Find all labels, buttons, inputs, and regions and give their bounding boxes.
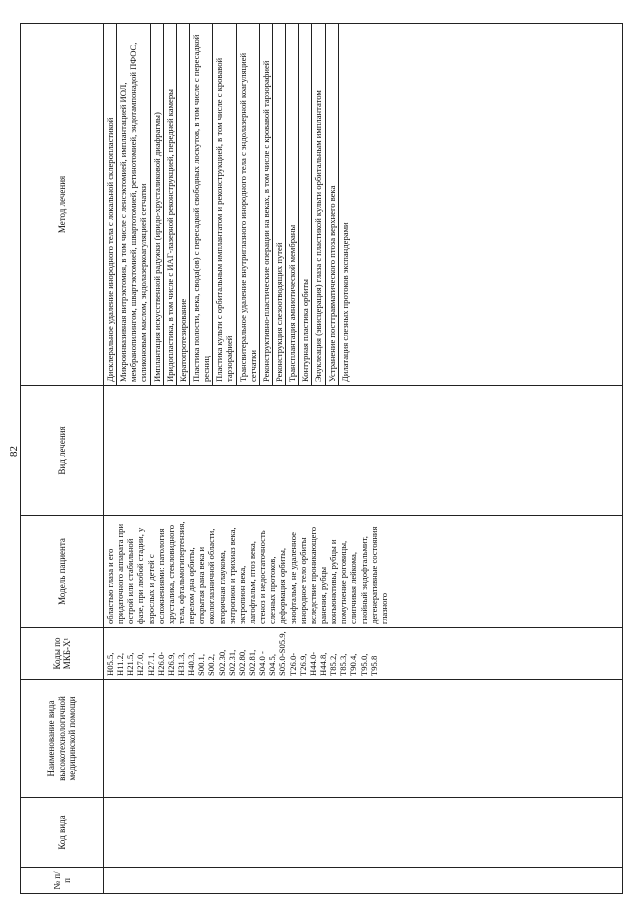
mkb-code: H27.1, [145,652,156,676]
mkb-code: T85.3, [338,653,349,676]
table-row [104,24,623,894]
cell-model: областью глаза и его придаточного аппарата при острой или стабильной фазе, при любой стадии, у взрослых и детей с осложнениями: патология хрусталика, стекловидного тела, офтальмогипертензия, перелом дна орбиты, открытая рана века и окологлазничной области, вторичная глаукома, энтропион и трихиаз века, эктропион века, лагофтальм, птоз века, стеноз и недостаточность слезных протоков, деформация орбиты, энофтальм, не удаленное инородное тело орбиты вследствие проникающего ранения, рубцы конъюнктивы, рубцы и помутнение роговицы, слипчивая лейкома, гнойный эндофтальмит, дегенеративные состояния глазного [104,516,623,628]
method-item: Контурная пластика орбиты [299,24,312,385]
mkb-code: S00.2, [206,654,217,676]
cell-mkb [104,628,623,680]
header-type: Вид лечения [21,386,104,516]
mkb-code: H26.0- [155,651,166,676]
method-item: Пластика культи с орбитальным имплантатом и реконструкцией, в том числе с кровавой тарзорафией [213,24,236,385]
method-item: Пластика полости, века, свода(ов) с пересадкой свободных лоскутов, в том числе с пересадкой ресниц [190,24,213,385]
mkb-code: T26.0- [287,652,298,676]
header-mkb: Коды по МКБ-X¹ [21,628,104,680]
method-item: Дилатация слезных протоков экспандерами [339,222,350,382]
mkb-code: H11.2, [115,652,126,676]
mkb-code: S04.5, [267,654,278,676]
method-item: Микроинвазивная витрэктомия, в том числе с ленсэктомией, имплантацией ИОЛ, мембранопилингом, швартэктомией, швартотомией, ретинотомией, эндотампонадой ПФОС, силиконовым маслом, эндолазеркоагуляцией сетчатки [117,24,150,385]
mkb-code: S04.0 - [257,651,268,676]
mkb-code: T26.9, [297,653,308,676]
mkb-code: H05.5, [105,652,115,676]
rotated-table-wrapper [20,24,623,894]
mkb-code: T85.2, [328,653,339,676]
cell-name [104,680,623,798]
mkb-code: S00.1, [196,654,207,676]
header-method: Метод лечения [21,24,104,386]
page-number: 82 [8,446,20,457]
mkb-code: T95.8 [368,655,379,676]
mkb-code: S02.30, [216,649,227,676]
method-item: Устранение посттравматического птоза верхнего века [326,24,339,385]
method-item: Трансвитеральное удаление внутриглазного инородного тела с эндолазерной коагуляцией сетчатки [237,24,260,385]
method-item: Имплантация искусственной радужки (иридо-хрусталиковой диафрагмы) [151,24,164,385]
mkb-code: H31.3, [175,652,186,676]
header-name: Наименование вида высокотехнологичной медицинской помощи [21,680,104,798]
cell-code [104,798,623,868]
cell-num [104,868,623,894]
mkb-code: H27.0, [135,652,146,676]
mkb-code: S02.31, [226,649,237,676]
method-item: Кератопротезирование [177,24,190,385]
mkb-code: T90.4, [348,653,359,676]
mkb-code: S02.80, [236,649,247,676]
method-list [104,24,622,385]
header-model: Модель пациента [21,516,104,628]
header-row [21,24,104,894]
rotated-table-frame [20,24,623,894]
treatment-table [20,23,623,894]
mkb-code: H26.9, [165,652,176,676]
cell-type [104,386,623,516]
mkb-code: H44.8, [317,652,328,676]
mkb-code: S05.0-S05.9, [277,631,288,676]
mkb-code: T95.0, [358,653,369,676]
mkb-code: H44.0- [307,651,318,676]
cell-method [104,24,623,386]
method-item: Трансплантация амниотической мембраны [286,24,299,385]
mkb-code: H40.3, [186,652,197,676]
mkb-code-list [105,631,379,676]
method-item: Реконструкция слезоотводящих путей [273,24,286,385]
method-item: Дисклеральное удаление инородного тела с локальной склеропластикой [104,24,117,385]
mkb-code: S02.81, [246,649,257,676]
method-item: Энуклеация (эвисцерация) глаза с пластикой культи орбитальным имплантатом [312,24,325,385]
method-item: Иридопластика, в том числе с ИАГ-лазерной реконструкцией, передней камеры [164,24,177,385]
mkb-code: H21.5, [125,652,136,676]
method-item: Реконструктивно-пластические операции на веках, в том числе с кровавой тарзорафией [260,24,273,385]
header-code: Код вида [21,798,104,868]
header-num: № п/п [21,868,104,894]
